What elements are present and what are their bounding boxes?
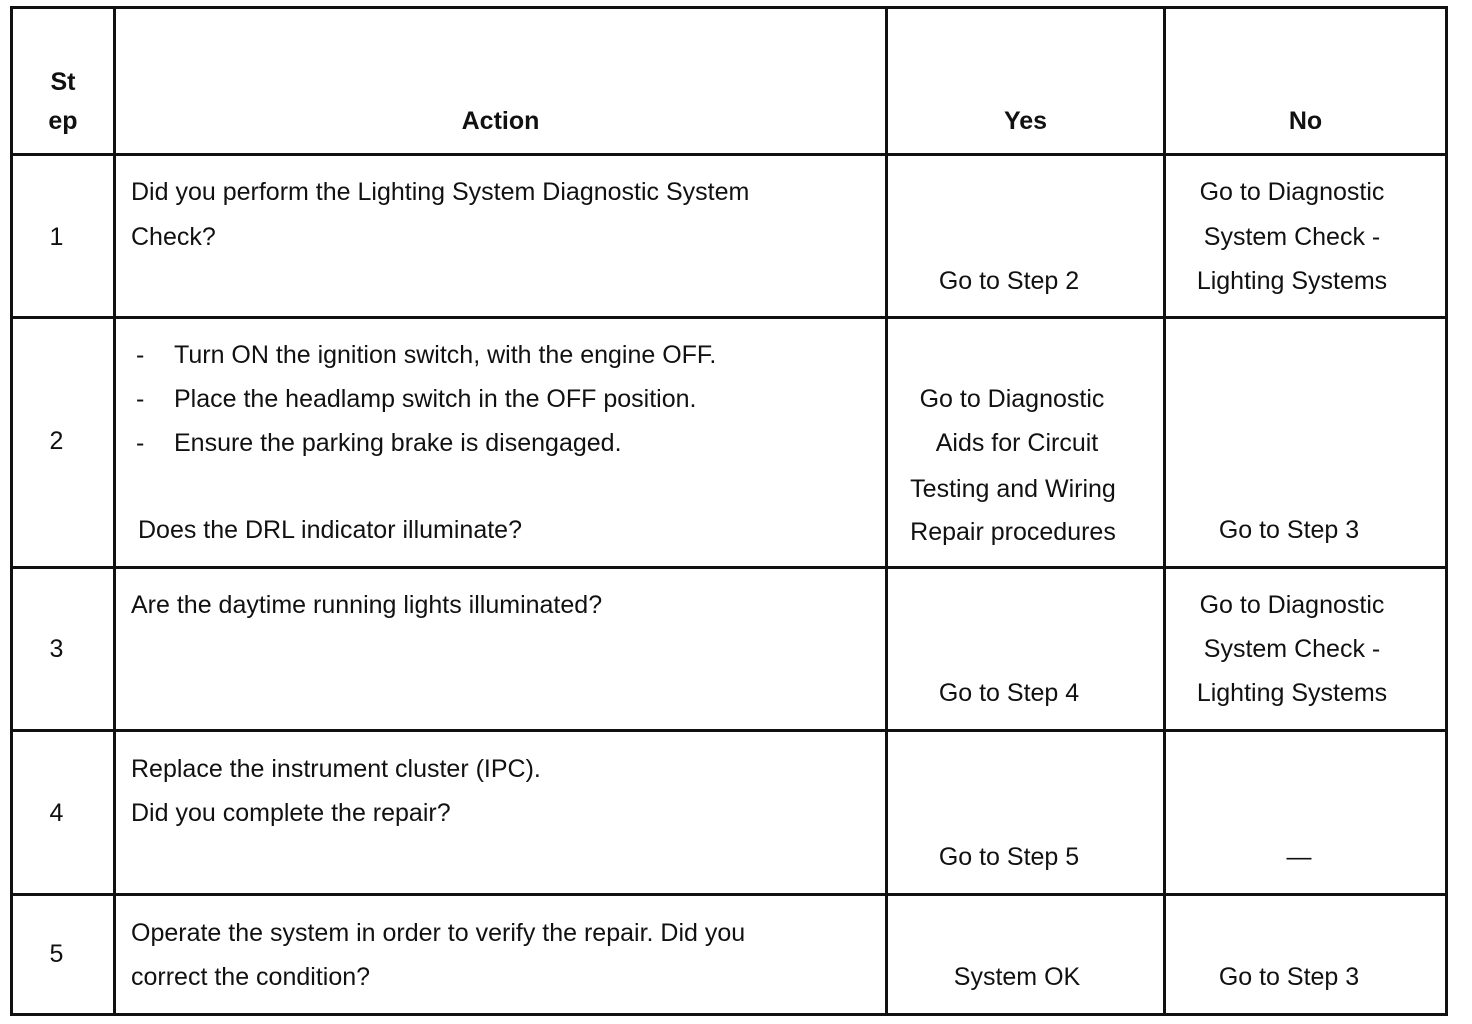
row2-bullet-2 — [136, 377, 856, 421]
bullet-dash: - — [136, 341, 145, 369]
row4-action-line1: Replace the instrument cluster (IPC). — [131, 755, 541, 783]
row2-bullet-1 — [136, 333, 856, 377]
header-divider — [10, 153, 1448, 156]
step-number-5: 5 — [49, 940, 64, 968]
row1-action-line2: Check? — [131, 223, 216, 251]
row4-no: — — [1286, 843, 1312, 871]
row1-no-line2: System Check - — [1203, 223, 1381, 251]
row2-bullet-text-3: Ensure the parking brake is disengaged. — [174, 429, 622, 457]
row2-bullet-text-1: Turn ON the ignition switch, with the engine OFF. — [174, 341, 717, 369]
row2-no: Go to Step 3 — [1218, 516, 1360, 544]
bullet-dash: - — [136, 385, 145, 413]
row1-no-line3: Lighting Systems — [1196, 267, 1388, 295]
row3-no-line2: System Check - — [1203, 635, 1381, 663]
step-number-1: 1 — [49, 223, 64, 251]
row-divider-4 — [10, 893, 1448, 896]
row1-action-line1: Did you perform the Lighting System Diagnostic System — [131, 178, 750, 206]
header-step-line1: St — [50, 68, 76, 96]
table-border-right — [1445, 6, 1448, 1016]
row-divider-1 — [10, 316, 1448, 319]
row5-no: Go to Step 3 — [1218, 963, 1360, 991]
row2-yes-line4: Repair procedures — [910, 518, 1116, 546]
column-divider-step — [113, 6, 116, 1016]
row5-action-line1: Operate the system in order to verify the repair. Did you — [131, 919, 746, 947]
row2-question: Does the DRL indicator illuminate? — [138, 516, 522, 544]
row2-bullet-text-2: Place the headlamp switch in the OFF position. — [174, 385, 697, 413]
row4-action-line2: Did you complete the repair? — [131, 799, 451, 827]
row4-yes: Go to Step 5 — [938, 843, 1080, 871]
step-number-2: 2 — [49, 427, 64, 455]
header-action: Action — [461, 107, 540, 135]
row2-yes-line2: Aids for Circuit — [935, 429, 1099, 457]
step-number-4: 4 — [49, 799, 64, 827]
row-divider-2 — [10, 566, 1448, 569]
bullet-dash: - — [136, 429, 145, 457]
row3-action-line1: Are the daytime running lights illuminated? — [131, 591, 603, 619]
row1-no-line1: Go to Diagnostic — [1199, 178, 1385, 206]
header-yes: Yes — [1003, 107, 1048, 135]
row3-no-line1: Go to Diagnostic — [1199, 591, 1385, 619]
row2-yes-line3: Testing and Wiring — [910, 475, 1116, 503]
row3-no-line3: Lighting Systems — [1196, 679, 1388, 707]
header-no: No — [1288, 107, 1323, 135]
table-border-left — [10, 6, 13, 1016]
row2-yes-line1: Go to Diagnostic — [919, 385, 1105, 413]
row5-yes: System OK — [953, 963, 1081, 991]
table-border-bottom — [10, 1013, 1448, 1016]
row-divider-3 — [10, 729, 1448, 732]
header-step-line2: ep — [48, 107, 78, 135]
table-border-top — [10, 6, 1448, 9]
row3-yes: Go to Step 4 — [938, 679, 1080, 707]
step-number-3: 3 — [49, 635, 64, 663]
row1-yes: Go to Step 2 — [938, 267, 1080, 295]
row5-action-line2: correct the condition? — [131, 963, 371, 991]
row2-bullet-3 — [136, 421, 856, 465]
